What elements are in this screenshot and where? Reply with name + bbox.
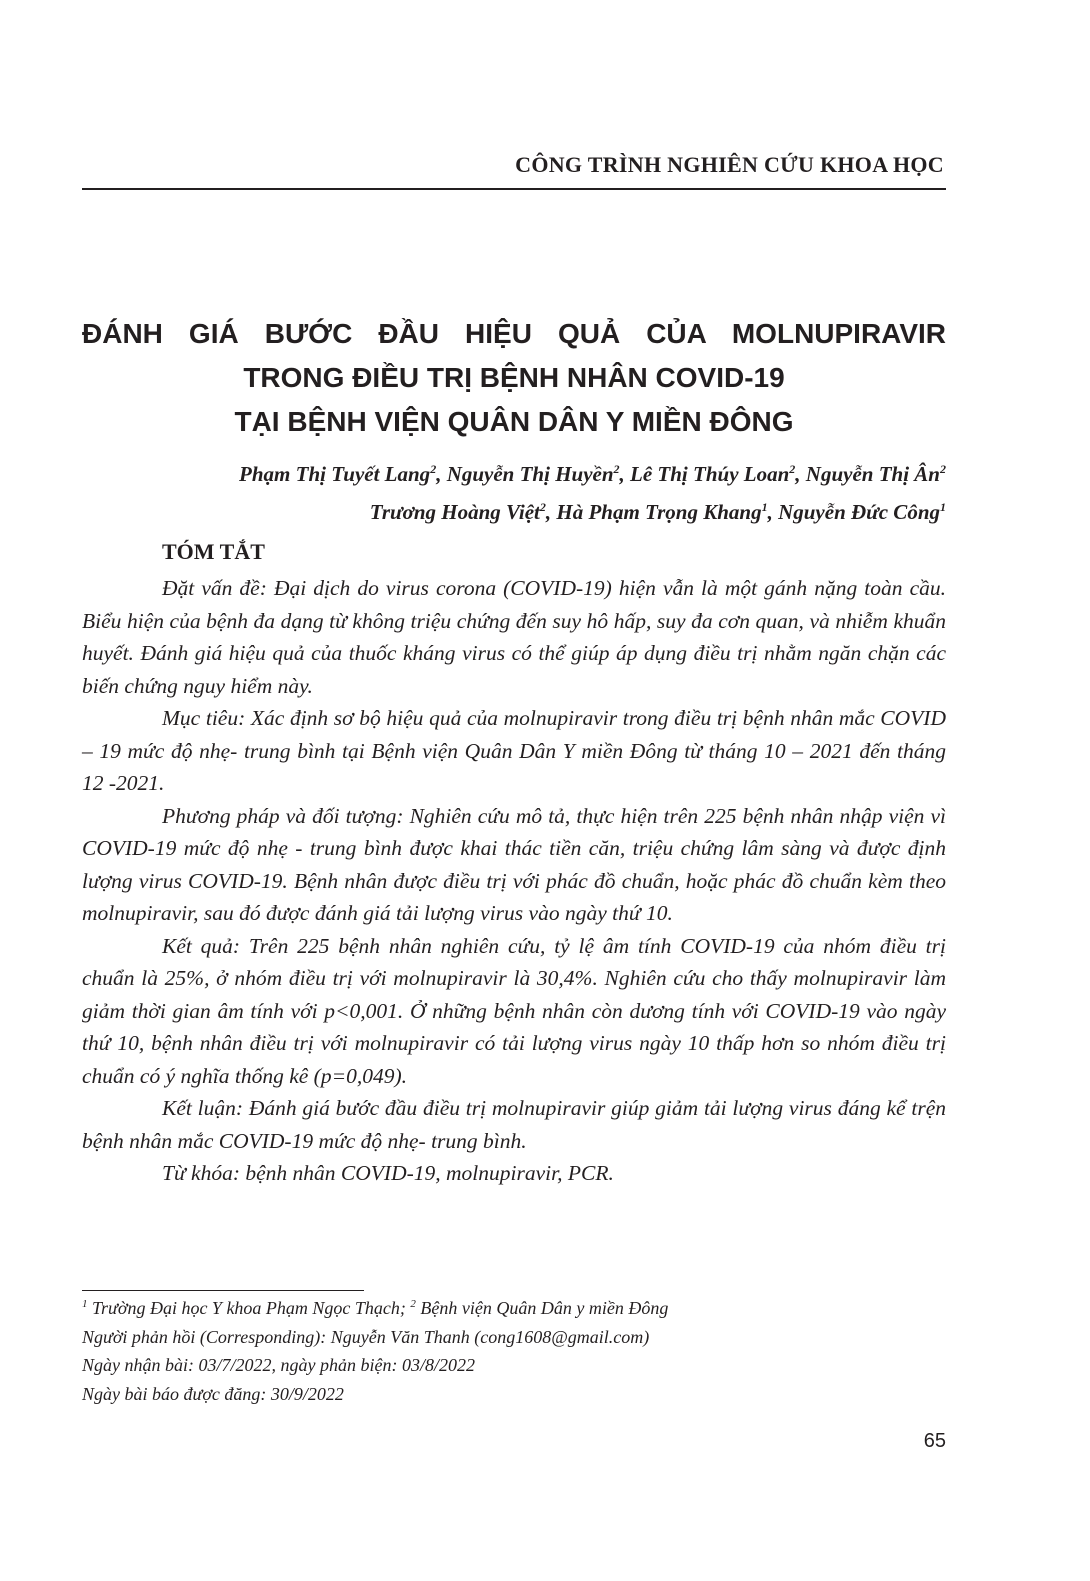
affiliation-mark: 2 <box>430 462 437 476</box>
footnote-affiliations <box>82 1294 946 1323</box>
affiliation-mark: 1 <box>940 500 946 514</box>
abstract-results: Kết quả: Trên 225 bệnh nhân nghiên cứu, tỷ lệ âm tính COVID-19 của nhóm điều trị chuẩn là 25%, ở nhóm điều trị với molnupiravir là 30,4%. Nghiên cứu cho thấy molnupiravir làm giảm thời gian âm tính với p<0,001. Ở những bệnh nhân còn dương tính với COVID-19 vào ngày thứ 10, bệnh nhân điều trị với molnupiravir có tải lượng virus ngày 10 thấp hơn so nhóm điều trị chuẩn có ý nghĩa thống kê (p=0,049). <box>82 933 946 1088</box>
footnotes <box>82 1294 946 1408</box>
affiliation-mark: 2 <box>789 462 796 476</box>
affiliation-mark: 1 <box>761 500 768 514</box>
author-name: Trương Hoàng Việt <box>369 500 540 524</box>
abstract-conclusion: Kết luận: Đánh giá bước đầu điều trị molnupiravir giúp giảm tải lượng virus đáng kể trện bệnh nhân mắc COVID-19 mức độ nhẹ- trung bình. <box>82 1096 946 1153</box>
affiliation-mark: 2 <box>613 462 620 476</box>
page-number: 65 <box>923 1430 946 1452</box>
footnote-published: Ngày bài báo được đăng: 30/9/2022 <box>82 1383 344 1404</box>
abstract-objective: Mục tiêu: Xác định sơ bộ hiệu quả của molnupiravir trong điều trị bệnh nhân mắc COVID – 19 mức độ nhẹ- trung bình tại Bệnh viện Quân Dân Y miền Đông từ tháng 10 – 2021 đến tháng 12 -2021. <box>82 706 946 795</box>
abstract-methods: Phương pháp và đối tượng: Nghiên cứu mô tả, thực hiện trên 225 bệnh nhân nhập viện vì COVID-19 mức độ nhẹ - trung bình được khai thác tiền căn, triệu chứng lâm sàng và được định lượng virus COVID-19. Bệnh nhân được điều trị với phác đồ chuẩn, hoặc phác đồ chuẩn kèm theo molnupiravir, sau đó được đánh giá tải lượng virus vào ngày thứ 10. <box>82 803 946 925</box>
author-name: Hà Phạm Trọng Khang <box>556 500 762 524</box>
header-rule <box>82 188 946 190</box>
affiliation-mark: 2 <box>940 462 946 476</box>
abstract-body <box>82 572 946 1190</box>
author-list <box>82 455 946 531</box>
abstract-keywords: Từ khóa: bệnh nhân COVID-19, molnupiravir, PCR. <box>162 1161 614 1185</box>
author-name: Nguyễn Thị Ân <box>805 462 940 486</box>
affiliation-1: Trường Đại học Y khoa Phạm Ngọc Thạch; <box>92 1298 406 1318</box>
running-header-title: CÔNG TRÌNH NGHIÊN CỨU KHOA HỌC <box>515 152 944 177</box>
footnote-corresponding: Người phản hồi (Corresponding): Nguyễn Văn Thanh (cong1608@gmail.com) <box>82 1326 650 1347</box>
title-line-3: TẠI BỆNH VIỆN QUÂN DÂN Y MIỀN ĐÔNG <box>234 406 794 437</box>
author-name: Nguyễn Thị Huyền <box>446 462 614 486</box>
affiliation-mark: 2 <box>410 1298 416 1310</box>
author-name: Phạm Thị Tuyết Lang <box>239 462 431 486</box>
footnote-rule <box>82 1290 364 1291</box>
author-name: Nguyễn Đức Công <box>778 500 940 524</box>
abstract-background: Đặt vấn đề: Đại dịch do virus corona (COVID-19) hiện vẫn là một gánh nặng toàn cầu. Biểu hiện của bệnh đa dạng từ không triệu chứng đến suy hô hấp, suy đa cơn quan, và nhiễm khuẩn huyết. Đánh giá hiệu quả của thuốc kháng virus có thể giúp áp dụng điều trị nhằm ngăn chặn các biến chứng nguy hiểm này. <box>82 576 946 698</box>
article-title <box>82 312 946 444</box>
affiliation-mark: 1 <box>82 1298 88 1310</box>
title-line-1: ĐÁNH GIÁ BƯỚC ĐẦU HIỆU QUẢ CỦA MOLNUPIRAVIR <box>82 318 946 349</box>
author-line-1: Phạm Thị Tuyết Lang$^2$, Nguyễn Thị Huyền$^2$, Lê Thị Thúy Loan$^2$, Nguyễn Thị $Ân^2$ <box>239 462 946 486</box>
footnote-received: Ngày nhận bài: 03/7/2022, ngày phản biện: 03/8/2022 <box>82 1355 475 1375</box>
author-line-2: Trương Hoàng Việt$^2$, Hà Phạm Trọng Khang$^1$, Nguyễn Đức Công$^1$ <box>369 500 946 524</box>
title-line-2: TRONG ĐIỀU TRỊ BỆNH NHÂN COVID-19 <box>243 362 785 393</box>
abstract-heading: TÓM TẮT <box>162 539 265 564</box>
affiliation-2: Bệnh viện Quân Dân y miền Đông <box>420 1298 669 1318</box>
author-name: Lê Thị Thúy Loan <box>630 462 790 486</box>
affiliation-mark: 2 <box>539 500 546 514</box>
